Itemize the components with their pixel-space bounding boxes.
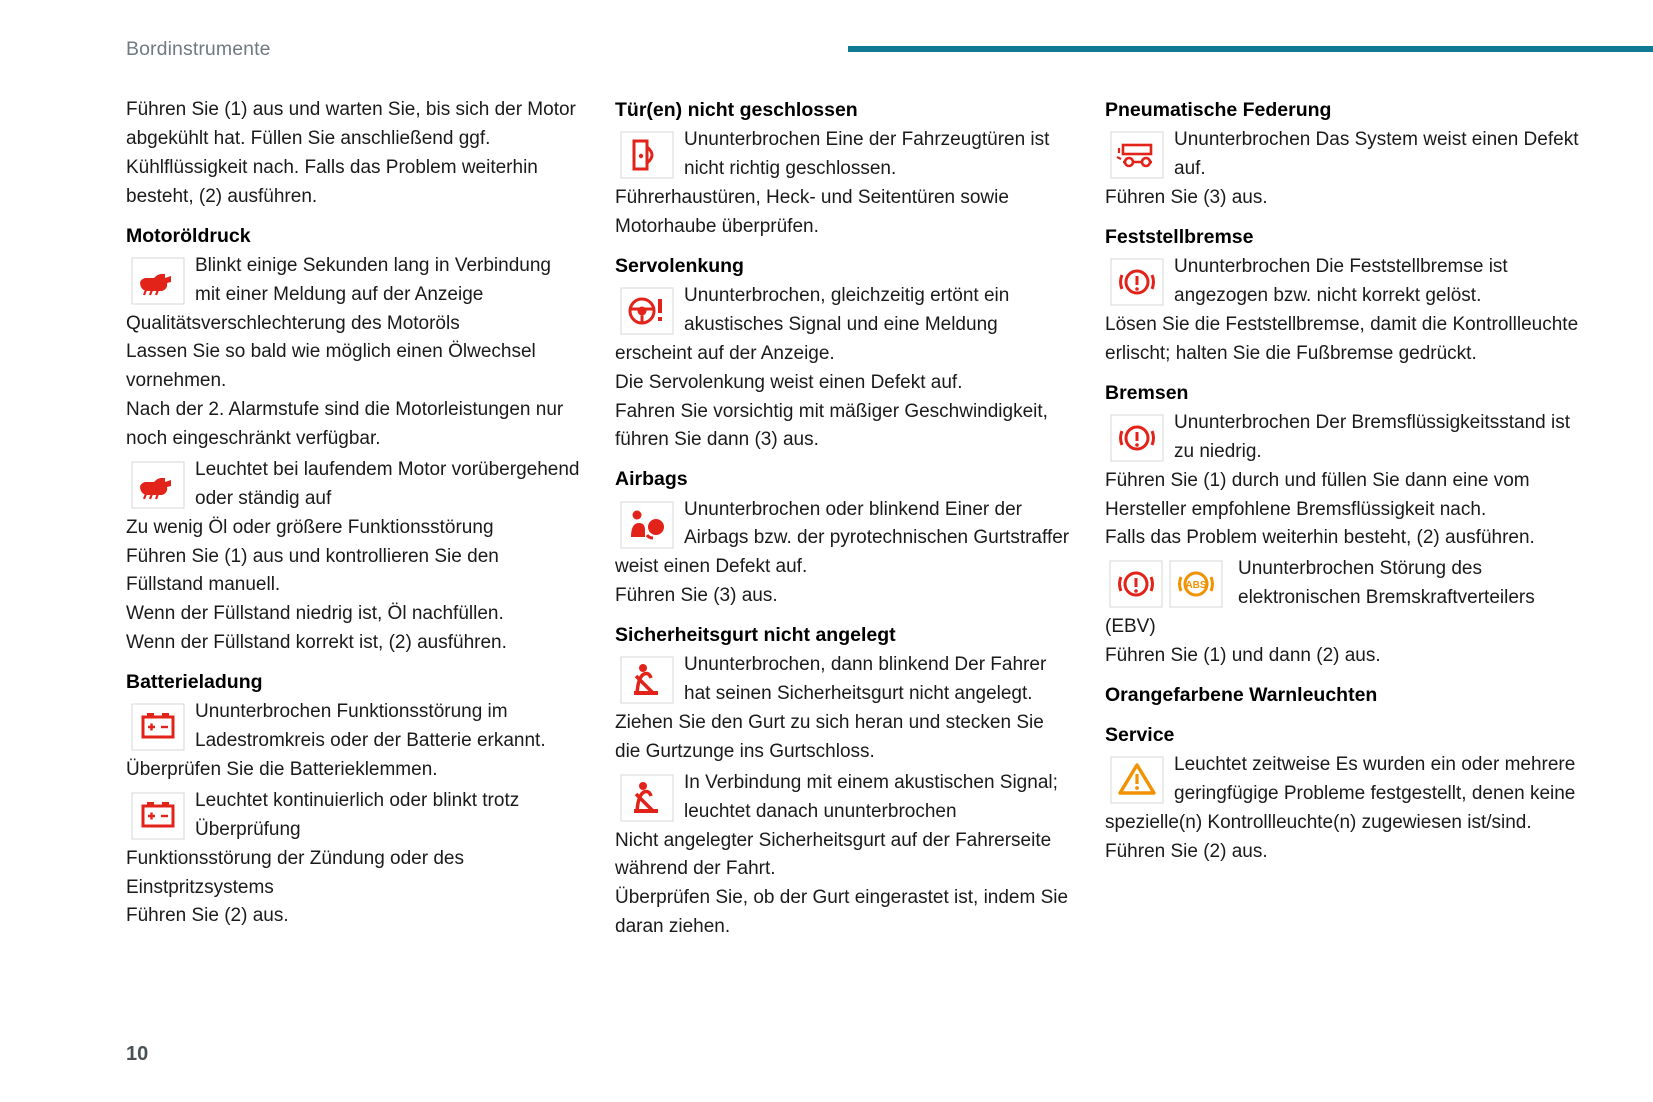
svg-text:ABS: ABS xyxy=(1185,580,1207,592)
section-heading-motoroeldruck: Motoröldruck xyxy=(126,224,251,247)
section-heading-feststellbremse: Feststellbremse xyxy=(1105,225,1254,248)
warning-text: Ununterbrochen Eine der Fahrzeugtüren ist nicht richtig geschlossen. xyxy=(684,129,1050,180)
section-heading-airbags: Airbags xyxy=(615,468,688,491)
parking-brake-icon xyxy=(1108,256,1166,308)
door-open-icon xyxy=(618,129,676,181)
warning-text: Ununterbrochen Das System weist einen Defekt auf. xyxy=(1174,129,1579,180)
warning-text: Ununterbrochen Funktionsstörung im Ladestromkreis oder der Batterie erkannt. xyxy=(195,701,546,752)
warning-block xyxy=(615,496,1070,583)
warning-detail: Führerhaustüren, Heck- und Seitentüren sowie Motorhaube überprüfen. xyxy=(615,187,1009,237)
warning-text: Ununterbrochen oder blinkend Einer der Airbags bzw. der pyrotechnischen Gurtstraffer weist einen Defekt auf. xyxy=(615,498,1070,578)
warning-block xyxy=(615,769,1070,827)
warning-text: In Verbindung mit einem akustischen Signal; leuchtet danach ununterbrochen xyxy=(684,771,1058,822)
warning-block xyxy=(1105,126,1585,184)
column-3 xyxy=(1105,96,1585,867)
warning-text: Leuchtet bei laufendem Motor vorübergehend oder ständig auf xyxy=(195,458,580,509)
brake-icon xyxy=(1108,412,1166,464)
air-suspension-icon xyxy=(1108,129,1166,181)
warning-detail: Führen Sie (2) aus. xyxy=(1105,840,1268,862)
warning-text: Ununterbrochen, gleichzeitig ertönt ein akustisches Signal und eine Meldung erscheint auf der Anzeige. xyxy=(615,285,1010,364)
power-steering-icon xyxy=(618,285,676,337)
warning-detail: Führen Sie (2) aus. xyxy=(126,905,289,927)
warning-detail: Führen Sie (1) aus und kontrollieren Sie den Füllstand manuell. xyxy=(126,545,499,596)
warning-detail: Ziehen Sie den Gurt zu sich heran und stecken Sie die Gurtzunge ins Gurtschloss. xyxy=(615,712,1044,762)
warning-detail: Nicht angelegter Sicherheitsgurt auf der Fahrerseite während der Fahrt. xyxy=(615,829,1052,880)
warning-detail: Wenn der Füllstand korrekt ist, (2) ausführen. xyxy=(126,632,507,654)
header-rule xyxy=(848,46,1653,52)
brake-abs-icon xyxy=(1108,558,1230,610)
warning-block xyxy=(615,126,1070,184)
warning-block xyxy=(1105,555,1585,642)
warning-detail: Führen Sie (3) aus. xyxy=(615,585,778,607)
warning-text: Leuchtet kontinuierlich oder blinkt trotz Überprüfung xyxy=(195,789,520,840)
battery-charge-icon xyxy=(129,790,187,842)
page-title: Bordinstrumente xyxy=(126,38,271,60)
section-heading-tueren: Tür(en) nicht geschlossen xyxy=(615,99,858,121)
warning-text: Ununterbrochen Der Bremsflüssigkeitsstand ist zu niedrig. xyxy=(1174,411,1571,462)
warning-detail: Überprüfen Sie, ob der Gurt eingerastet ist, indem Sie daran ziehen. xyxy=(615,887,1069,938)
warning-detail: Fahren Sie vorsichtig mit mäßiger Geschwindigkeit, führen Sie dann (3) aus. xyxy=(615,400,1048,451)
service-warning-icon xyxy=(1108,754,1166,806)
warning-block xyxy=(126,456,581,514)
warning-detail: Die Servolenkung weist einen Defekt auf. xyxy=(615,371,963,393)
warning-block xyxy=(1105,751,1585,838)
column-1 xyxy=(126,96,581,931)
warning-detail: Funktionsstörung der Zündung oder des Einstpritzsystems xyxy=(126,847,464,898)
warning-detail: Führen Sie (3) aus. xyxy=(1105,187,1268,209)
column-2 xyxy=(615,96,1070,942)
warning-block xyxy=(1105,253,1585,311)
section-heading-orangefarbene-warnleuchten: Orangefarbene Warnleuchten xyxy=(1105,683,1378,706)
warning-detail: Überprüfen Sie die Batterieklemmen. xyxy=(126,759,438,781)
section-heading-service: Service xyxy=(1105,724,1175,747)
warning-detail: Nach der 2. Alarmstufe sind die Motorleistungen nur noch eingeschränkt verfügbar. xyxy=(126,399,564,450)
warning-block xyxy=(615,651,1070,709)
warning-block xyxy=(126,252,581,310)
battery-charge-icon xyxy=(129,701,187,753)
warning-detail: Wenn der Füllstand niedrig ist, Öl nachfüllen. xyxy=(126,603,504,625)
seatbelt-icon xyxy=(618,654,676,706)
warning-text: Ununterbrochen Die Feststellbremse ist angezogen bzw. nicht korrekt gelöst. xyxy=(1174,256,1508,307)
warning-text: Ununterbrochen Störung des elektronischen Bremskraftverteilers (EBV) xyxy=(1105,558,1535,638)
warning-text: Ununterbrochen, dann blinkend Der Fahrer hat seinen Sicherheitsgurt nicht angelegt. xyxy=(684,654,1047,705)
section-heading-bremsen: Bremsen xyxy=(1105,381,1189,404)
warning-detail: Lassen Sie so bald wie möglich einen Ölwechsel vornehmen. xyxy=(126,341,536,392)
warning-detail: Falls das Problem weiterhin besteht, (2) ausführen. xyxy=(1105,527,1535,549)
warning-block xyxy=(126,698,581,756)
warning-text: Leuchtet zeitweise Es wurden ein oder mehrere geringfügige Probleme festgestellt, denen keine spezielle(n) Kontrollleuchte(n) zugewiesen ist/sind. xyxy=(1105,754,1576,834)
page-header xyxy=(0,38,1653,68)
warning-detail: Führen Sie (1) und dann (2) aus. xyxy=(1105,644,1381,666)
warning-text: Blinkt einige Sekunden lang in Verbindung mit einer Meldung auf der Anzeige xyxy=(195,254,551,305)
warning-block xyxy=(615,282,1070,369)
section-heading-pneumatische-federung: Pneumatische Federung xyxy=(1105,99,1332,121)
warning-detail: Zu wenig Öl oder größere Funktionsstörung xyxy=(126,516,494,538)
page-number: 10 xyxy=(126,1043,149,1065)
warning-block xyxy=(126,787,581,845)
airbag-icon xyxy=(618,499,676,551)
section-heading-sicherheitsgurt: Sicherheitsgurt nicht angelegt xyxy=(615,624,896,647)
oil-pressure-blink-icon xyxy=(129,255,187,307)
warning-detail: Lösen Sie die Feststellbremse, damit die Kontrollleuchte erlischt; halten Sie die Fußbremse gedrückt. xyxy=(1105,313,1579,364)
intro-paragraph: Führen Sie (1) aus und warten Sie, bis sich der Motor abgekühlt hat. Füllen Sie anschließend ggf. Kühlflüssigkeit nach. Falls das Problem weiterhin besteht, (2) ausführen. xyxy=(126,99,576,207)
seatbelt-icon xyxy=(618,772,676,824)
warning-block xyxy=(1105,409,1585,467)
section-heading-batterieladung: Batterieladung xyxy=(126,671,263,694)
section-heading-servolenkung: Servolenkung xyxy=(615,254,744,277)
warning-detail: Qualitätsverschlechterung des Motoröls xyxy=(126,312,460,334)
content-columns xyxy=(0,96,1653,976)
oil-pressure-icon xyxy=(129,459,187,511)
warning-detail: Führen Sie (1) durch und füllen Sie dann eine vom Hersteller empfohlene Bremsflüssigkeit nach. xyxy=(1105,469,1530,520)
